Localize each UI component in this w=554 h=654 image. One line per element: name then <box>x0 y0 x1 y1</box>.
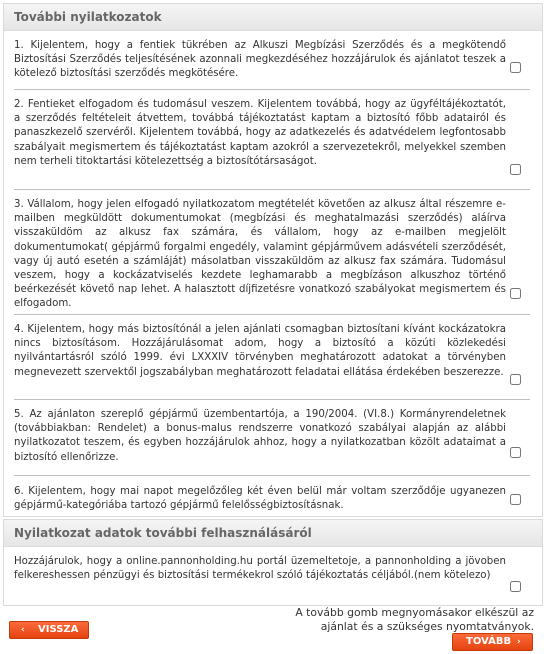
declarations-panel-title: További nyilatkozatok <box>14 10 162 24</box>
separator <box>14 475 530 476</box>
separator <box>14 314 530 315</box>
data-usage-text: Hozzájárulok, hogy a online.pannonholding.hu portál üzemeltetoje, a pannonholding a jövoben felkereshessen pénzügyi és biztosítási termékekrol szóló tájékoztatás céljából.(nem kötelezo) <box>14 556 506 582</box>
declaration-6-text: 6. Kijelentem, hogy mai napot megelőzőleg két éven belül már voltam szerződője ugyanezen gépjármű-kategóriába tartozó gépjármű felelősségbiztosításnak. <box>14 486 506 512</box>
data-usage-panel-header <box>4 520 542 547</box>
declaration-2-checkbox[interactable] <box>510 164 521 175</box>
separator <box>14 399 530 400</box>
next-button[interactable] <box>452 633 533 651</box>
declarations-panel-header <box>4 4 542 31</box>
declaration-3-text: 3. Vállalom, hogy jelen elfogadó nyilatkozatom megtételét követően az alkusz által részemre e-mailben megküldött dokumentumokat (megbízási és meghatalmazási szerződés) aláírva visszaküldöm az alkusz fax számára, és vállalom, hogy az e-mailben megjelölt dokumentumokat( gépjármű forgalmi engedély, valamint gépjárművem adásvételi szerződését, vagy új autó esetén a számláját) másolatban visszaküldöm az alkusz fax számára. Tudomásul veszem, hogy a kockázatviselés kezdete leghamarabb a megbízáson alkuszhoz történő beérkezését követő nap lehet. A halasztott díjfizetésre vonatkozó szabályokat megismertem és elfogadom. <box>14 199 506 310</box>
data-usage-panel-title: Nyilatkozat adatok további felhasználásáról <box>14 526 312 540</box>
back-button[interactable] <box>9 621 89 639</box>
declaration-5-text: 5. Az ajánlaton szereplő gépjármű üzembentartója, a 190/2004. (VI.8.) Kormányrendeletnek (továbbiakban: Rendelet) a bonus-malus rendszerre vonatkozó szabályai alapján az alábbi nyilatkozatot teszem, és egyben hozzájárulok ahhoz, hogy a nyilatkozatban közölt adataimat a biztosító ellenőrizze. <box>14 409 506 463</box>
declaration-2-text: 2. Fentieket elfogadom és tudomásul veszem. Kijelentem továbbá, hogy az ügyféltájékoztatót, a szerződés feltételeit átvettem, továbbá tájékoztatást kaptam a biztosító főbb adatairól és panaszkezelő szervéről. Kijelentem továbbá, hogy az adatkezelés és adatvédelem legfontosabb szabályait megismertem és tájékoztatást kaptam azokról a szervezetekről, melyekkel szemben nem terheli titoktartási kötelezettség a biztosítótársaságot. <box>14 99 506 167</box>
declaration-5-checkbox[interactable] <box>510 447 521 458</box>
declarations-panel <box>3 3 543 517</box>
footer-note: A tovább gomb megnyomásakor elkészül az ajánlat és a szükséges nyomtatványok. <box>295 606 534 633</box>
chevron-right-icon: › <box>517 637 521 647</box>
declaration-6-checkbox[interactable] <box>510 494 521 505</box>
declaration-3-checkbox[interactable] <box>510 288 521 299</box>
next-button-label: TOVÁBB <box>466 636 512 647</box>
separator <box>14 89 530 90</box>
declaration-1-checkbox[interactable] <box>510 62 521 73</box>
separator <box>14 189 530 190</box>
declaration-4-checkbox[interactable] <box>510 374 521 385</box>
data-usage-checkbox[interactable] <box>510 581 521 592</box>
data-usage-panel <box>3 519 543 606</box>
chevron-left-icon: ‹ <box>21 625 25 635</box>
declaration-4-text: 4. Kijelentem, hogy más biztosítónál a jelen ajánlati csomagban biztosítani kívánt kockázatokra nincs biztosításom. Hozzájárulásomat adom, hogy a biztosító a közúti közlekedési nyilvántartásról szóló 1999. évi LXXXIV törvényben meghatározott adatokat a törvényben megnevezett szervektől jogszabályban meghatározott feladatai ellátása érdekében beszerezze. <box>14 324 506 378</box>
declaration-1-text: 1. Kijelentem, hogy a fentiek tükrében az Alkuszi Megbízási Szerződés és a megkötendő Biztosítási Szerződés teljesítésének azonnali megkezdéséhez hozzájárulok és ajánlatot teszek a kötelező biztosítási szerződés megkötésére. <box>14 40 506 80</box>
back-button-label: VISSZA <box>38 624 79 635</box>
